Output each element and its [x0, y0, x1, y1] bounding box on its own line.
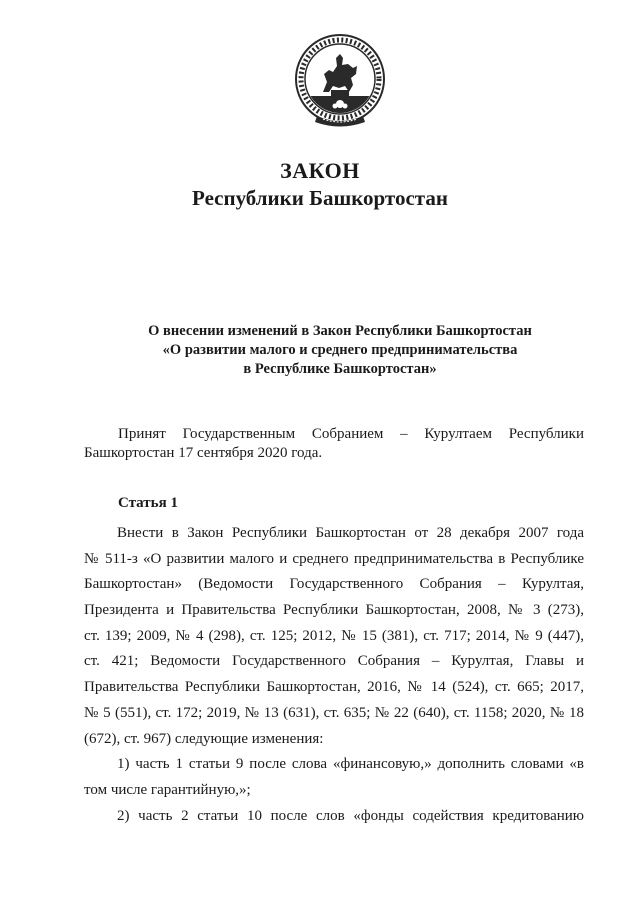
coat-of-arms-emblem [293, 30, 387, 128]
body-line: Внести в Закон Республики Башкортостан от 28 декабря 2007 года [117, 525, 584, 541]
body-line: Президента и Правительства Республики Башкортостан, 2008, № 3 (273), [84, 602, 584, 619]
subject-line: О внесении изменений в Закон Республики Башкортостан [148, 323, 532, 339]
body-line: 2) часть 2 статьи 10 после слов «фонды содействия кредитованию [117, 807, 584, 824]
body-line: 1) часть 1 статьи 9 после слова «финансовую,» дополнить словами «в [117, 756, 584, 773]
document-title: ЗАКОН [280, 158, 360, 183]
body-line: том числе гарантийную,»; [84, 781, 251, 798]
document-title-republic: Республики Башкортостан [192, 186, 448, 210]
adoption-line: Башкортостан 17 сентября 2020 года. [84, 445, 323, 461]
adoption-line: Принят Государственным Собранием – Курултаем Республики [118, 426, 584, 442]
body-line: ст. 421; Ведомости Государственного Собрания – Курултая, Главы и [84, 653, 584, 670]
body-line: № 5 (551), ст. 172; 2019, № 13 (631), ст. 635; № 22 (640), ст. 1158; 2020, № 18 [84, 704, 584, 721]
body-line: (672), ст. 967) следующие изменения: [84, 730, 324, 747]
adoption-statement [84, 425, 584, 463]
body-line: ст. 139; 2009, № 4 (298), ст. 125; 2012, № 15 (381), ст. 717; 2014, № 9 (447), [84, 627, 584, 644]
body-line: № 511-з «О развитии малого и среднего предпринимательства в Республике [84, 550, 584, 567]
body-line: Правительства Республики Башкортостан, 2016, № 14 (524), ст. 665; 2017, [84, 679, 584, 696]
article-body [84, 521, 584, 829]
subject-line: в Республике Башкортостан» [243, 361, 437, 377]
subject-line: «О развитии малого и среднего предпринимательства [162, 342, 518, 358]
law-subject [110, 322, 570, 379]
body-line: Башкортостан» (Ведомости Государственного Собрания – Курултая, [84, 576, 584, 593]
article-heading: Статья 1 [118, 495, 178, 511]
